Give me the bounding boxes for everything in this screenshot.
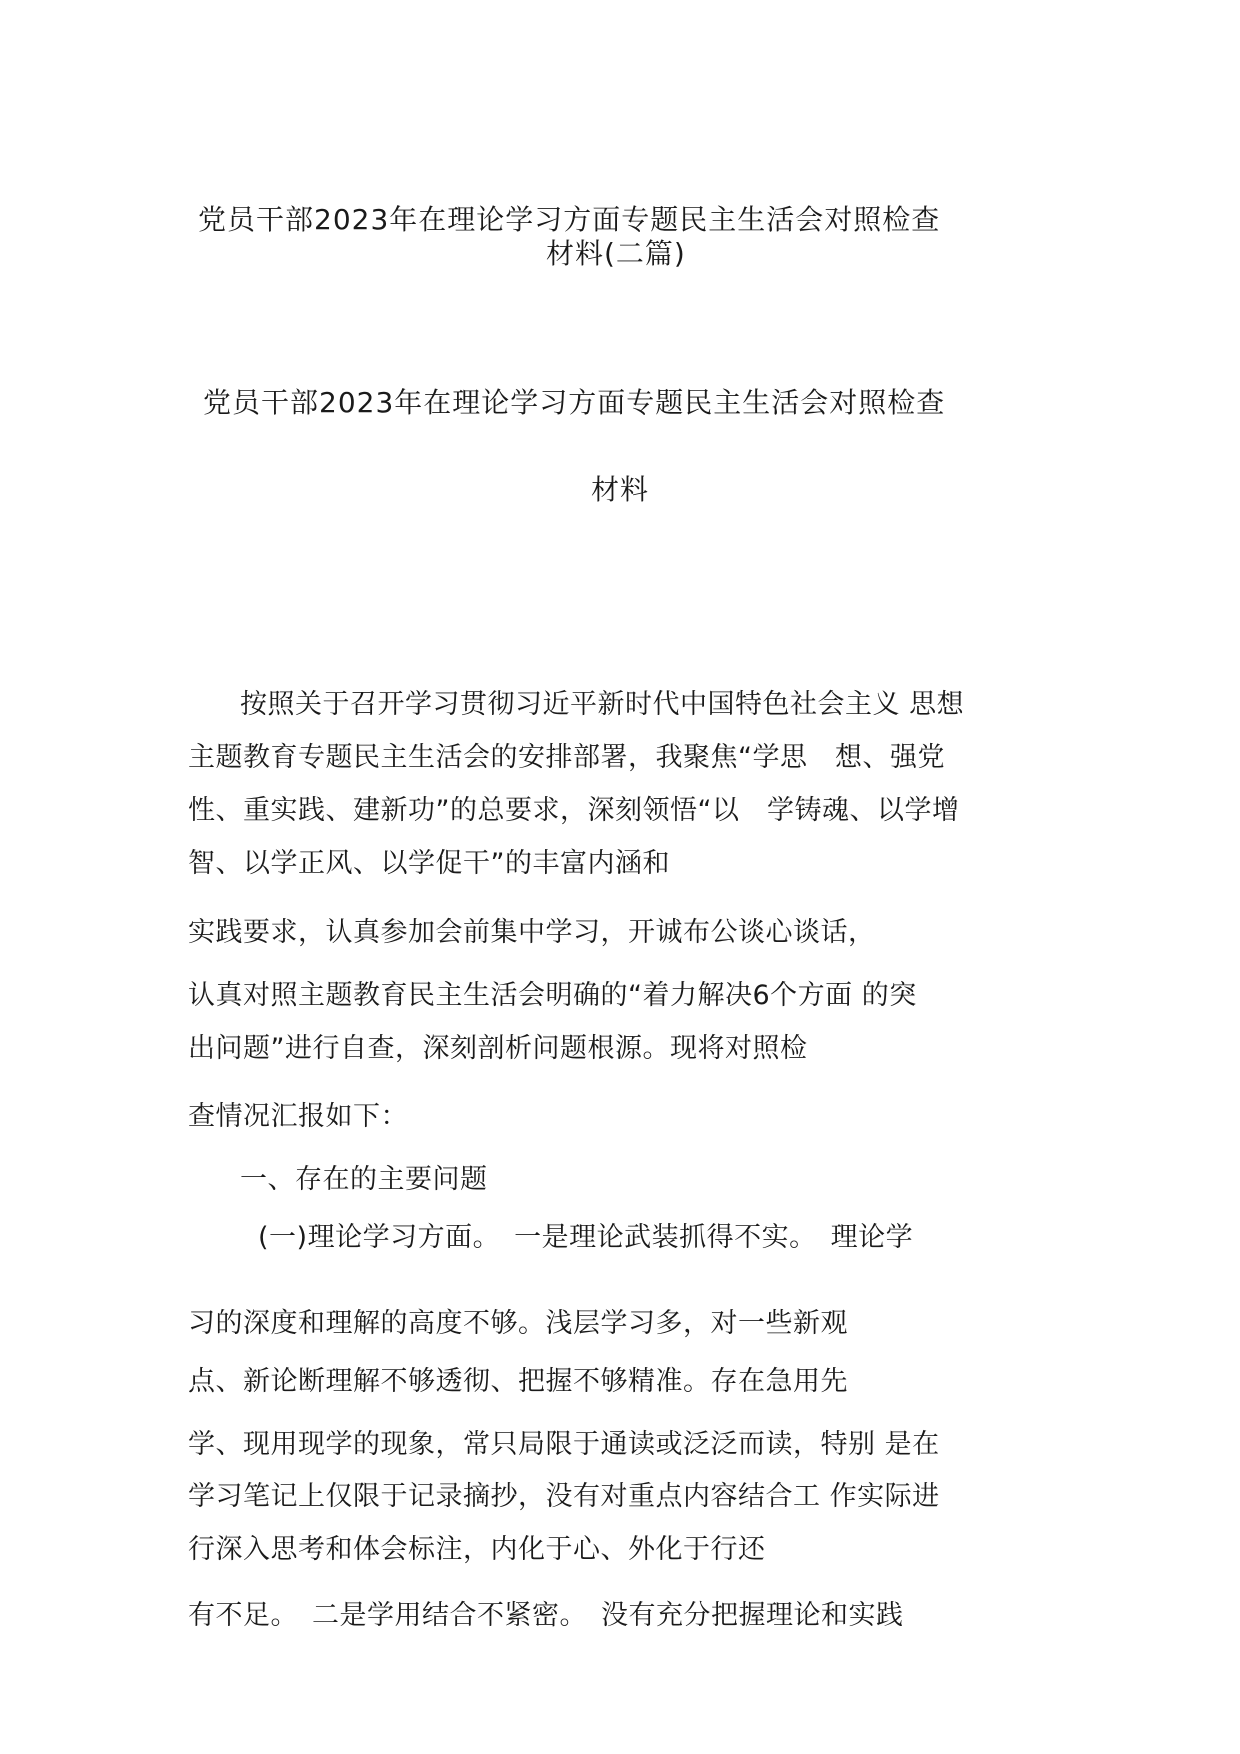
section-heading: 一、存在的主要问题 <box>240 1164 488 1195</box>
body-line: 实践要求，认真参加会前集中学习，开诚布公谈心谈话， <box>188 917 876 948</box>
body-line: 出问题”进行自查，深刻剖析问题根源。现将对照检 <box>188 1033 808 1064</box>
sub-title-line-1: 党员干部2023年在理论学习方面专题民主生活会对照检查 <box>203 386 946 419</box>
body-line: 智、以学正风、以学促干”的丰富内涵和 <box>188 848 670 879</box>
body-line: 按照关于召开学习贯彻习近平新时代中国特色社会主义 思想 <box>240 689 965 720</box>
body-line: 习的深度和理解的高度不够。浅层学习多，对一些新观 <box>188 1308 848 1339</box>
body-line: 主题教育专题民主生活会的安排部署，我聚焦“学思 想、强党 <box>188 742 945 773</box>
body-line: 行深入思考和体会标注，内化于心、外化于行还 <box>188 1534 766 1565</box>
body-line: 认真对照主题教育民主生活会明确的“着力解决6个方面 的突 <box>188 980 917 1011</box>
subsection-line: (一)理论学习方面。 一是理论武装抓得不实。 理论学 <box>258 1222 914 1253</box>
body-line: 性、重实践、建新功”的总要求，深刻领悟“以 学铸魂、以学增 <box>188 795 960 826</box>
body-line: 点、新论断理解不够透彻、把握不够精准。存在急用先 <box>188 1366 848 1397</box>
main-title-line-2: 材料(二篇) <box>546 237 686 270</box>
body-line: 学、现用现学的现象，常只局限于通读或泛泛而读，特别 是在 <box>188 1429 940 1460</box>
body-line: 学习笔记上仅限于记录摘抄，没有对重点内容结合工 作实际进 <box>188 1481 940 1512</box>
sub-title-line-2: 材料 <box>591 473 650 506</box>
body-line: 有不足。 二是学用结合不紧密。 没有充分把握理论和实践 <box>188 1600 904 1631</box>
main-title-line-1: 党员干部2023年在理论学习方面专题民主生活会对照检查 <box>198 203 941 236</box>
body-line: 查情况汇报如下： <box>188 1101 408 1132</box>
